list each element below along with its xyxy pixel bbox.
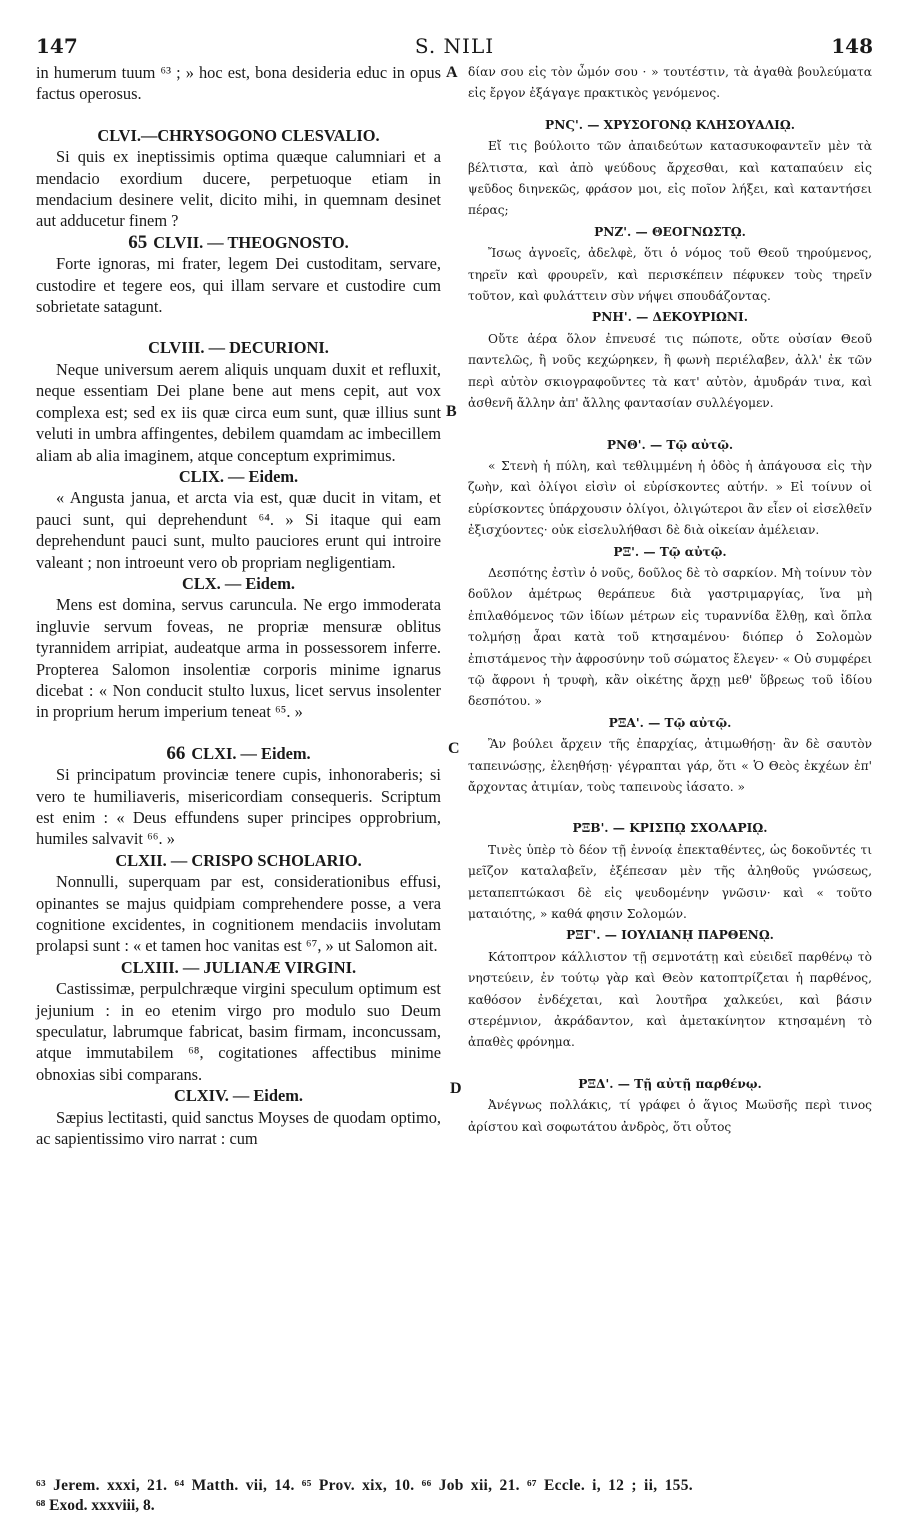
latin-heading-161: CLXI. — Eidem. (191, 743, 311, 763)
greek-paragraph-161: Ἂν βούλει ἄρχειν τῆς ἐπαρχίας, ἀτιμωθήσῃ· ἂν δὲ σαυτὸν ταπεινώσῃς, ἐλεηθήσῃ· γέγραπται γάρ, ὅτι « Ὁ Θεὸς ἐκχέων ἐπ' ἄρχοντας ἀτιμίαν, τοὺς ταπεινοὺς ἰάσατο. » (468, 737, 872, 794)
section-marker-66: 66 (166, 742, 186, 764)
latin-paragraph-161: Si principatum provinciæ tenere cupis, inhonoraberis; si vero te humiliaveris, misericordiam consequeris. Scriptum est enim : « Deus effundens super principes opprobrium, humiles salvavit ⁶⁶. » (36, 765, 441, 849)
greek-column (468, 62, 872, 1138)
footnotes (36, 1476, 873, 1516)
latin-column (36, 62, 441, 1150)
greek-paragraph-162: Τινὲς ὑπὲρ τὸ δέον τῇ ἐννοίᾳ ἐπεκταθέντες, ὡς δοκοῦντές τι μεῖζον καταλαβεῖν, ἐξέπεσαν μὲν τῆς ἀληθοῦς γνώσεως, μεταπεπτώκασι δὲ εἰς ψευδομένην γνῶσιν· καὶ « τοῦτο ματαιότης, » καθά φησιν Σολομών. (468, 842, 872, 922)
section-marker-65: 65 (128, 231, 148, 253)
latin-paragraph-160: Mens est domina, servus caruncula. Ne ergo immoderata ingluvie servum foveas, ne propriæ mensuræ oblitus tyrannidem arripiat, audeatque arma in possessorem inferre. Propterea Salomon insolentiæ corporis minime ignarus dicebat : « Non conducit stulto luxus, licet servus insolenter in proprium herum imperium teneat ⁶⁵. » (36, 595, 441, 722)
greek-heading-161: ΡΞΑ'. — Τῷ αὐτῷ. (608, 715, 732, 730)
latin-heading-157: CLVII. — THEOGNOSTO. (153, 232, 349, 252)
latin-paragraph-intro: in humerum tuum ⁶³ ; » hoc est, bona desideria educ in opus factus operosus. (36, 63, 441, 104)
margin-letter-b: B (446, 403, 457, 420)
footnote-line-1: ⁶³ Jerem. xxxi, 21. ⁶⁴ Matth. vii, 14. ⁶⁵ Prov. xix, 10. ⁶⁶ Job xii, 21. ⁶⁷ Eccle. i, 12 ; ii, 155. (36, 1477, 693, 1494)
greek-heading-164: ΡΞΔ'. — Τῇ αὐτῇ παρθένῳ. (578, 1076, 762, 1091)
greek-heading-159: ΡΝΘ'. — Τῷ αὐτῷ. (606, 437, 734, 452)
latin-heading-162: CLXII. — CRISPO SCHOLARIO. (115, 850, 362, 870)
margin-letter-c: C (448, 740, 460, 757)
margin-letter-a: A (446, 64, 458, 81)
greek-paragraph-159: « Στενὴ ἡ πύλη, καὶ τεθλιμμένη ἡ ὁδὸς ἡ ἀπάγουσα εἰς τὴν ζωὴν, καὶ ὀλίγοι εἰσὶν οἱ εὑρίσκοντες αὐτήν. » Εἰ τοίνυν οἱ εὑρίσκοντες ὑπάρχουσιν ὀλίγοι, ὀλιγώτεροι ἂν εἶεν οἱ εἰσελθεῖν ἐξισχύοντες· οὐκ εἰσελυλήθασι δὲ διὰ οἰκείαν ἀμέλειαν. (468, 458, 872, 538)
latin-heading-156: CLVI.—CHRYSOGONO CLESVALIO. (97, 125, 380, 145)
greek-paragraph-157: Ἴσως ἀγνοεῖς, ἀδελφὲ, ὅτι ὁ νόμος τοῦ Θεοῦ τηρούμενος, τηρεῖν καὶ φρουρεῖν, καὶ περισκέπειν πέφυκεν τοὺς τηρεῖν τοῦτον, καὶ φυλάττειν σὺν νήψει σπουδάζοντας. (468, 246, 872, 304)
latin-paragraph-164: Sæpius lectitasti, quid sanctus Moyses de quodam optimo, ac sapientissimo viro narrat : cum (36, 1107, 441, 1149)
greek-paragraph-164: Ἀνέγνως πολλάκις, τί γράφει ὁ ἅγιος Μωϋσῆς περὶ τινος ἀρίστου καὶ σοφωτάτου ἀνδρὸς, ὅτι οὗτος (468, 1098, 872, 1134)
latin-heading-160: CLX. — Eidem. (182, 573, 295, 593)
greek-heading-163: ΡΞΓ'. — ΙΟΥΛΙΑΝῌ ΠΑΡΘΕΝῼ. (566, 928, 774, 943)
greek-heading-158: ΡΝΗ'. — ΔΕΚΟΥΡΙΩΝΙ. (592, 310, 748, 325)
latin-heading-164: CLXIV. — Eidem. (173, 1086, 304, 1106)
latin-heading-163: CLXIII. — JULIANÆ VIRGINI. (120, 957, 357, 977)
latin-paragraph-157: Forte ignoras, mi frater, legem Dei custoditam, servare, custodire et tegere eos, qui illam servare et custodire cum sobrietate satagunt. (36, 254, 441, 317)
page-number-right: 148 (831, 34, 873, 58)
greek-paragraph-intro: δίαν σου εἰς τὸν ὦμόν σου · » τουτέστιν, τὰ ἀγαθὰ βουλεύματα εἰς ἔργον ἐξάγαγε πρακτικὸς γενόμενος. (468, 65, 872, 101)
latin-paragraph-159: « Angusta janua, et arcta via est, quæ ducit in vitam, et pauci sunt, qui deprehendunt ⁶⁴. » Si itaque qui eam deprehendunt pauci sunt, multo pauciores erunt qui introire valeant ; non introeunt vero ob propriam negligentiam. (36, 488, 441, 572)
latin-paragraph-156: Si quis ex ineptissimis optima quæque calumniari et a mendacio exordium ducere, perpetuoque etiam in mendacium desinere velit, dicito mihi, in quemnam desinet aut adducetur finem ? (36, 147, 441, 231)
latin-heading-159: CLIX. — Eidem. (178, 466, 299, 486)
latin-paragraph-158: Neque universum aerem aliquis unquam duxit et refluxit, neque essentiam Dei plane bene aut mens cepit, aut vox complexa est; sed ex iis quæ circa eum sunt, quæ illius sunt veluti in umbra affingentes, debilem quamdam ac imbecillem aliam ab alia imaginem, atque conceptum exprimimus. (36, 359, 441, 465)
greek-heading-157: ΡΝΖ'. — ΘΕΟΓΝΩΣΤῼ. (594, 224, 746, 239)
page-number-left: 147 (36, 34, 78, 58)
greek-heading-162: ΡΞΒ'. — ΚΡΙΣΠῼ ΣΧΟΛΑΡΙῼ. (572, 821, 768, 836)
greek-heading-160: ΡΞ'. — Τῷ αὐτῷ. (613, 544, 727, 559)
margin-letter-d: D (450, 1080, 462, 1097)
latin-paragraph-163: Castissimæ, perpulchræque virgini speculum optimum est jejunium : in eo etenim virgo pro modulo suo Deum speculatur, labrumque fabricat, basim firmam, inconcussam, atque immutabilem ⁶⁸, cogitationes affectibus minime obnoxias sibi comparans. (36, 979, 441, 1084)
running-title: S. NILI (414, 34, 495, 58)
latin-heading-158: CLVIII. — DECURIONI. (148, 338, 329, 358)
running-header (36, 34, 873, 60)
greek-paragraph-158: Οὔτε ἀέρα ὅλον ἐπνευσέ τις πώποτε, οὔτε οὐσίαν Θεοῦ παντελῶς, ἢ νοῦς κεχώρηκεν, ἢ φωνὴ περιέλαβεν, ἀλλ' ἐκ τῶν περὶ αὐτὸν σκιογραφοῦντες τὰ κατ' αὐτὸν, ἀμυδράν τινα, καὶ ἀσθενῆ ἄλλην ἀπ' ἄλλης φαντασίαν συλλέγομεν. (468, 331, 872, 411)
footnote-line-2: ⁶⁸ Exod. xxxviii, 8. (36, 1497, 155, 1514)
greek-paragraph-160: Δεσπότης ἐστὶν ὁ νοῦς, δοῦλος δὲ τὸ σαρκίον. Μὴ τοίνυν τὸν δοῦλον ἀμέτρως θεράπευε διὰ γαστριμαργίας, ἵνα μὴ ἐπιλαθόμενος τῶν ἰδίων μέτρων εἰς τυραννίδα ἔλθῃ, καὶ ὅπλα τολμήσῃ ἆραι κατὰ τοῦ κτησαμένου· διόπερ ὁ Σολομὼν ἐπιστάμενος τὴν ἀφροσύνην τοῦ σώματος ἔλεγεν· « Οὐ συμφέρει τῷ ἄφρονι ἡ τρυφὴ, κἂν οἰκέτης ἄρχῃ μεθ' ὕβρεως τοῦ ἰδίου δεσπότου. » (468, 565, 872, 709)
latin-paragraph-162: Nonnulli, superquam par est, considerationibus effusi, opinantes se majus quidpiam comprehendere posse, a vera cognitione excidentes, in cognitionem mendaciis involutam prolapsi sunt : « et tamen hoc vanitas est ⁶⁷, » ut Salomon ait. (36, 872, 441, 956)
greek-paragraph-156: Εἴ τις βούλοιτο τῶν ἀπαιδεύτων κατασυκοφαντεῖν μὲν τὰ βέλτιστα, καὶ ἀπὸ ψεύδους ἄρχεσθαι, καὶ καταπαύειν εἰς ψεῦδος διηνεκῶς, φράσον μοι, εἰς ποῖον λήξει, καὶ καταντήσει πέρας; (468, 139, 872, 218)
greek-heading-156: ΡΝϚ'. — ΧΡΥΣΟΓΟΝῼ ΚΛΗΣΟΥΑΛΙῼ. (545, 117, 795, 132)
greek-paragraph-163: Κάτοπτρον κάλλιστον τῇ σεμνοτάτῃ καὶ εὐειδεῖ παρθένῳ τὸ νηστεύειν, ἐν τούτῳ γὰρ καὶ Θεὸν κατοπτρίζεται ἡ παρθένος, καθόσον ἐνδέχεται, καὶ λουτῆρα χαλκεύει, καὶ βάσιν στερέμνιον, ἀκράδαντον, καὶ ἀμετακίνητον κτησαμένη τὸ ἀπαθὲς φρόνημα. (468, 949, 872, 1050)
